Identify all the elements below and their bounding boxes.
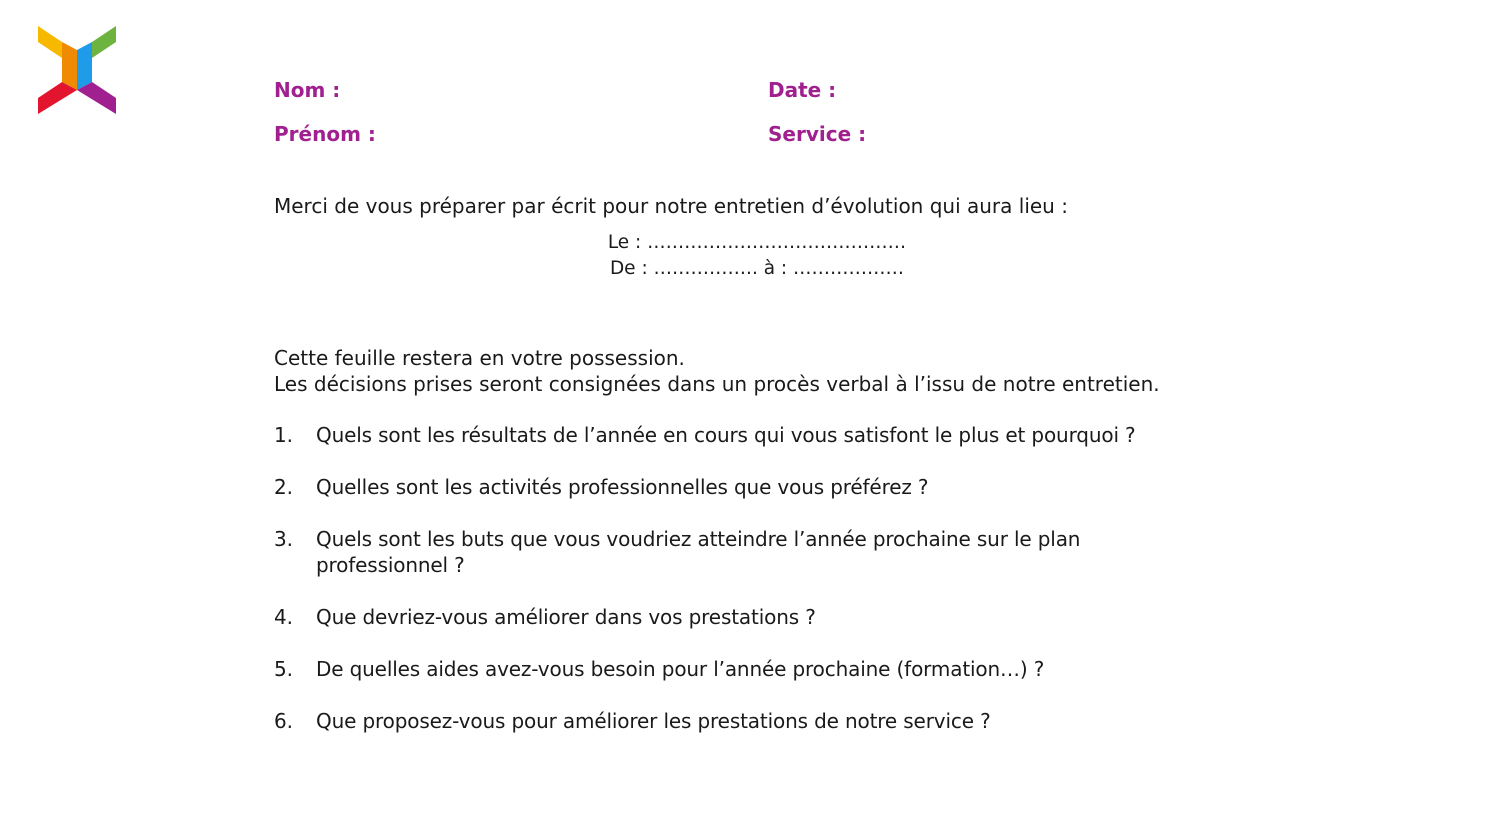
question-number: 1. xyxy=(274,423,293,447)
note-line-1: Cette feuille restera en votre possession. xyxy=(274,346,685,370)
questions-list xyxy=(274,422,1234,760)
question-number: 6. xyxy=(274,709,293,733)
nom-label: Nom : xyxy=(274,78,341,102)
logo-icon xyxy=(38,26,116,114)
question-number: 2. xyxy=(274,475,293,499)
question-item xyxy=(274,526,1234,578)
question-item xyxy=(274,656,1234,682)
question-item xyxy=(274,422,1234,448)
date-label: Date : xyxy=(768,78,837,102)
intro-text: Merci de vous préparer par écrit pour notre entretien d’évolution qui aura lieu : xyxy=(274,194,1068,218)
note-line-2: Les décisions prises seront consignées dans un procès verbal à l’issu de notre entretien. xyxy=(274,372,1160,396)
question-text: Que proposez-vous pour améliorer les prestations de notre service ? xyxy=(316,709,991,733)
prenom-label: Prénom : xyxy=(274,122,376,146)
question-item xyxy=(274,604,1234,630)
question-number: 4. xyxy=(274,605,293,629)
question-text: Que devriez-vous améliorer dans vos prestations ? xyxy=(316,605,816,629)
logo-green-piece xyxy=(92,26,116,58)
question-number: 3. xyxy=(274,527,293,551)
schedule-date-line: Le : …………………………………… xyxy=(607,232,907,253)
logo-orange-piece xyxy=(62,42,77,90)
schedule-time-line: De : …………….. à : ……………… xyxy=(609,258,905,279)
question-text: De quelles aides avez-vous besoin pour l’année prochaine (formation…) ? xyxy=(316,657,1045,681)
question-item xyxy=(274,474,1234,500)
question-number: 5. xyxy=(274,657,293,681)
question-text: Quelles sont les activités professionnelles que vous préférez ? xyxy=(316,475,929,499)
question-text: Quels sont les résultats de l’année en cours qui vous satisfont le plus et pourquoi ? xyxy=(316,423,1136,447)
question-item xyxy=(274,708,1234,734)
service-label: Service : xyxy=(768,122,867,146)
question-text: Quels sont les buts que vous voudriez atteindre l’année prochaine sur le plan professionnel ? xyxy=(316,527,1081,577)
logo-blue-piece xyxy=(77,42,92,90)
logo-yellow-piece xyxy=(38,26,62,58)
